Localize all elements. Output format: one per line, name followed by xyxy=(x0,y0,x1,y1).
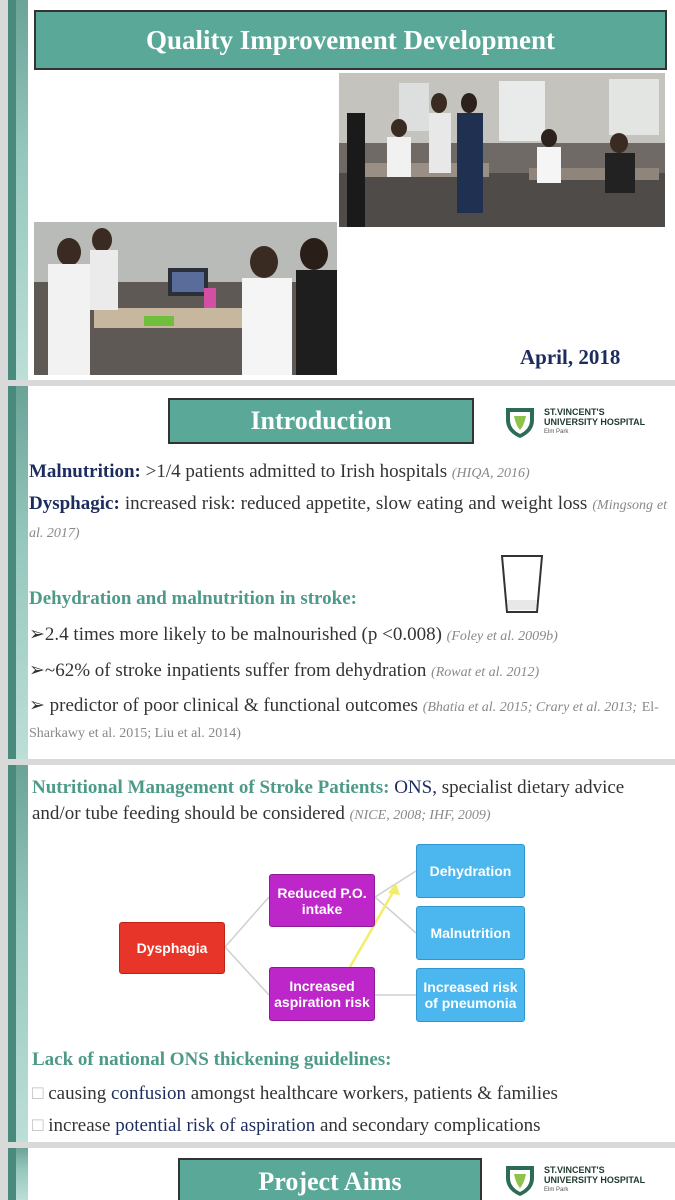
slide-sidebar xyxy=(8,0,28,380)
logo-name: ST.VINCENT'S xyxy=(544,1165,605,1175)
presentation-date: April, 2018 xyxy=(520,345,621,369)
slide-sidebar xyxy=(8,1148,28,1200)
shield-icon xyxy=(502,404,538,440)
lack-bullet-2: □ increase potential risk of aspiration and secondary complications xyxy=(32,1115,541,1136)
lack-heading: Lack of national ONS thickening guidelines: xyxy=(32,1049,392,1070)
hospital-logo xyxy=(502,404,645,440)
glass-icon xyxy=(500,554,544,616)
slide-title: Project Aims xyxy=(178,1158,482,1200)
workshop-photo-group xyxy=(339,73,665,227)
logo-sub: Elm Park xyxy=(544,1187,569,1193)
slide-introduction xyxy=(8,386,675,759)
logo-name-2: UNIVERSITY HOSPITAL xyxy=(544,417,646,427)
lack-bullet-1: □ causing confusion amongst healthcare workers, patients & families xyxy=(32,1083,558,1104)
node-malnutrition: Malnutrition xyxy=(416,906,525,960)
node-increased-aspiration: Increased aspiration risk xyxy=(269,967,375,1021)
stroke-bullet-2: ➢~62% of stroke inpatients suffer from dehydration (Rowat et al. 2012) xyxy=(29,660,540,681)
hospital-logo xyxy=(502,1162,645,1198)
logo-name: ST.VINCENT'S xyxy=(544,407,605,417)
node-pneumonia: Increased risk of pneumonia xyxy=(416,968,525,1022)
dysphagic-line: Dysphagic: increased risk: reduced appetite, slow eating and weight loss (Mingsong et al. 2017) xyxy=(29,493,668,541)
stroke-heading: Dehydration and malnutrition in stroke: xyxy=(29,588,357,609)
stroke-bullet-1: ➢2.4 times more likely to be malnourished (p <0.008) (Foley et al. 2009b) xyxy=(29,624,558,645)
slide-nutritional-management xyxy=(8,765,675,1142)
slide-title: Introduction xyxy=(168,398,474,444)
shield-icon xyxy=(502,1162,538,1198)
slide-sidebar xyxy=(8,386,28,759)
node-reduced-po-intake: Reduced P.O. intake xyxy=(269,874,375,927)
node-dehydration: Dehydration xyxy=(416,844,525,898)
slide-project-aims xyxy=(8,1148,675,1200)
logo-name-2: UNIVERSITY HOSPITAL xyxy=(544,1175,646,1185)
logo-sub: Elm Park xyxy=(544,429,569,435)
stroke-bullet-3: ➢ predictor of poor clinical & functional outcomes (Bhatia et al. 2015; Crary et al. 2013; El-Sharkawy et al. 2015; Liu et al. 2014) xyxy=(29,695,659,741)
slide-quality-improvement xyxy=(8,0,675,380)
node-dysphagia: Dysphagia xyxy=(119,922,225,974)
slide-title: Quality Improvement Development xyxy=(34,10,667,70)
malnutrition-line: Malnutrition: >1/4 patients admitted to Irish hospitals (HIQA, 2016) xyxy=(29,461,530,482)
workshop-photo-table xyxy=(34,222,337,375)
management-paragraph: Nutritional Management of Stroke Patients: ONS, specialist dietary advice and/or tube feeding should be considered (NICE, 2008; IHF, 2009) xyxy=(32,777,625,824)
